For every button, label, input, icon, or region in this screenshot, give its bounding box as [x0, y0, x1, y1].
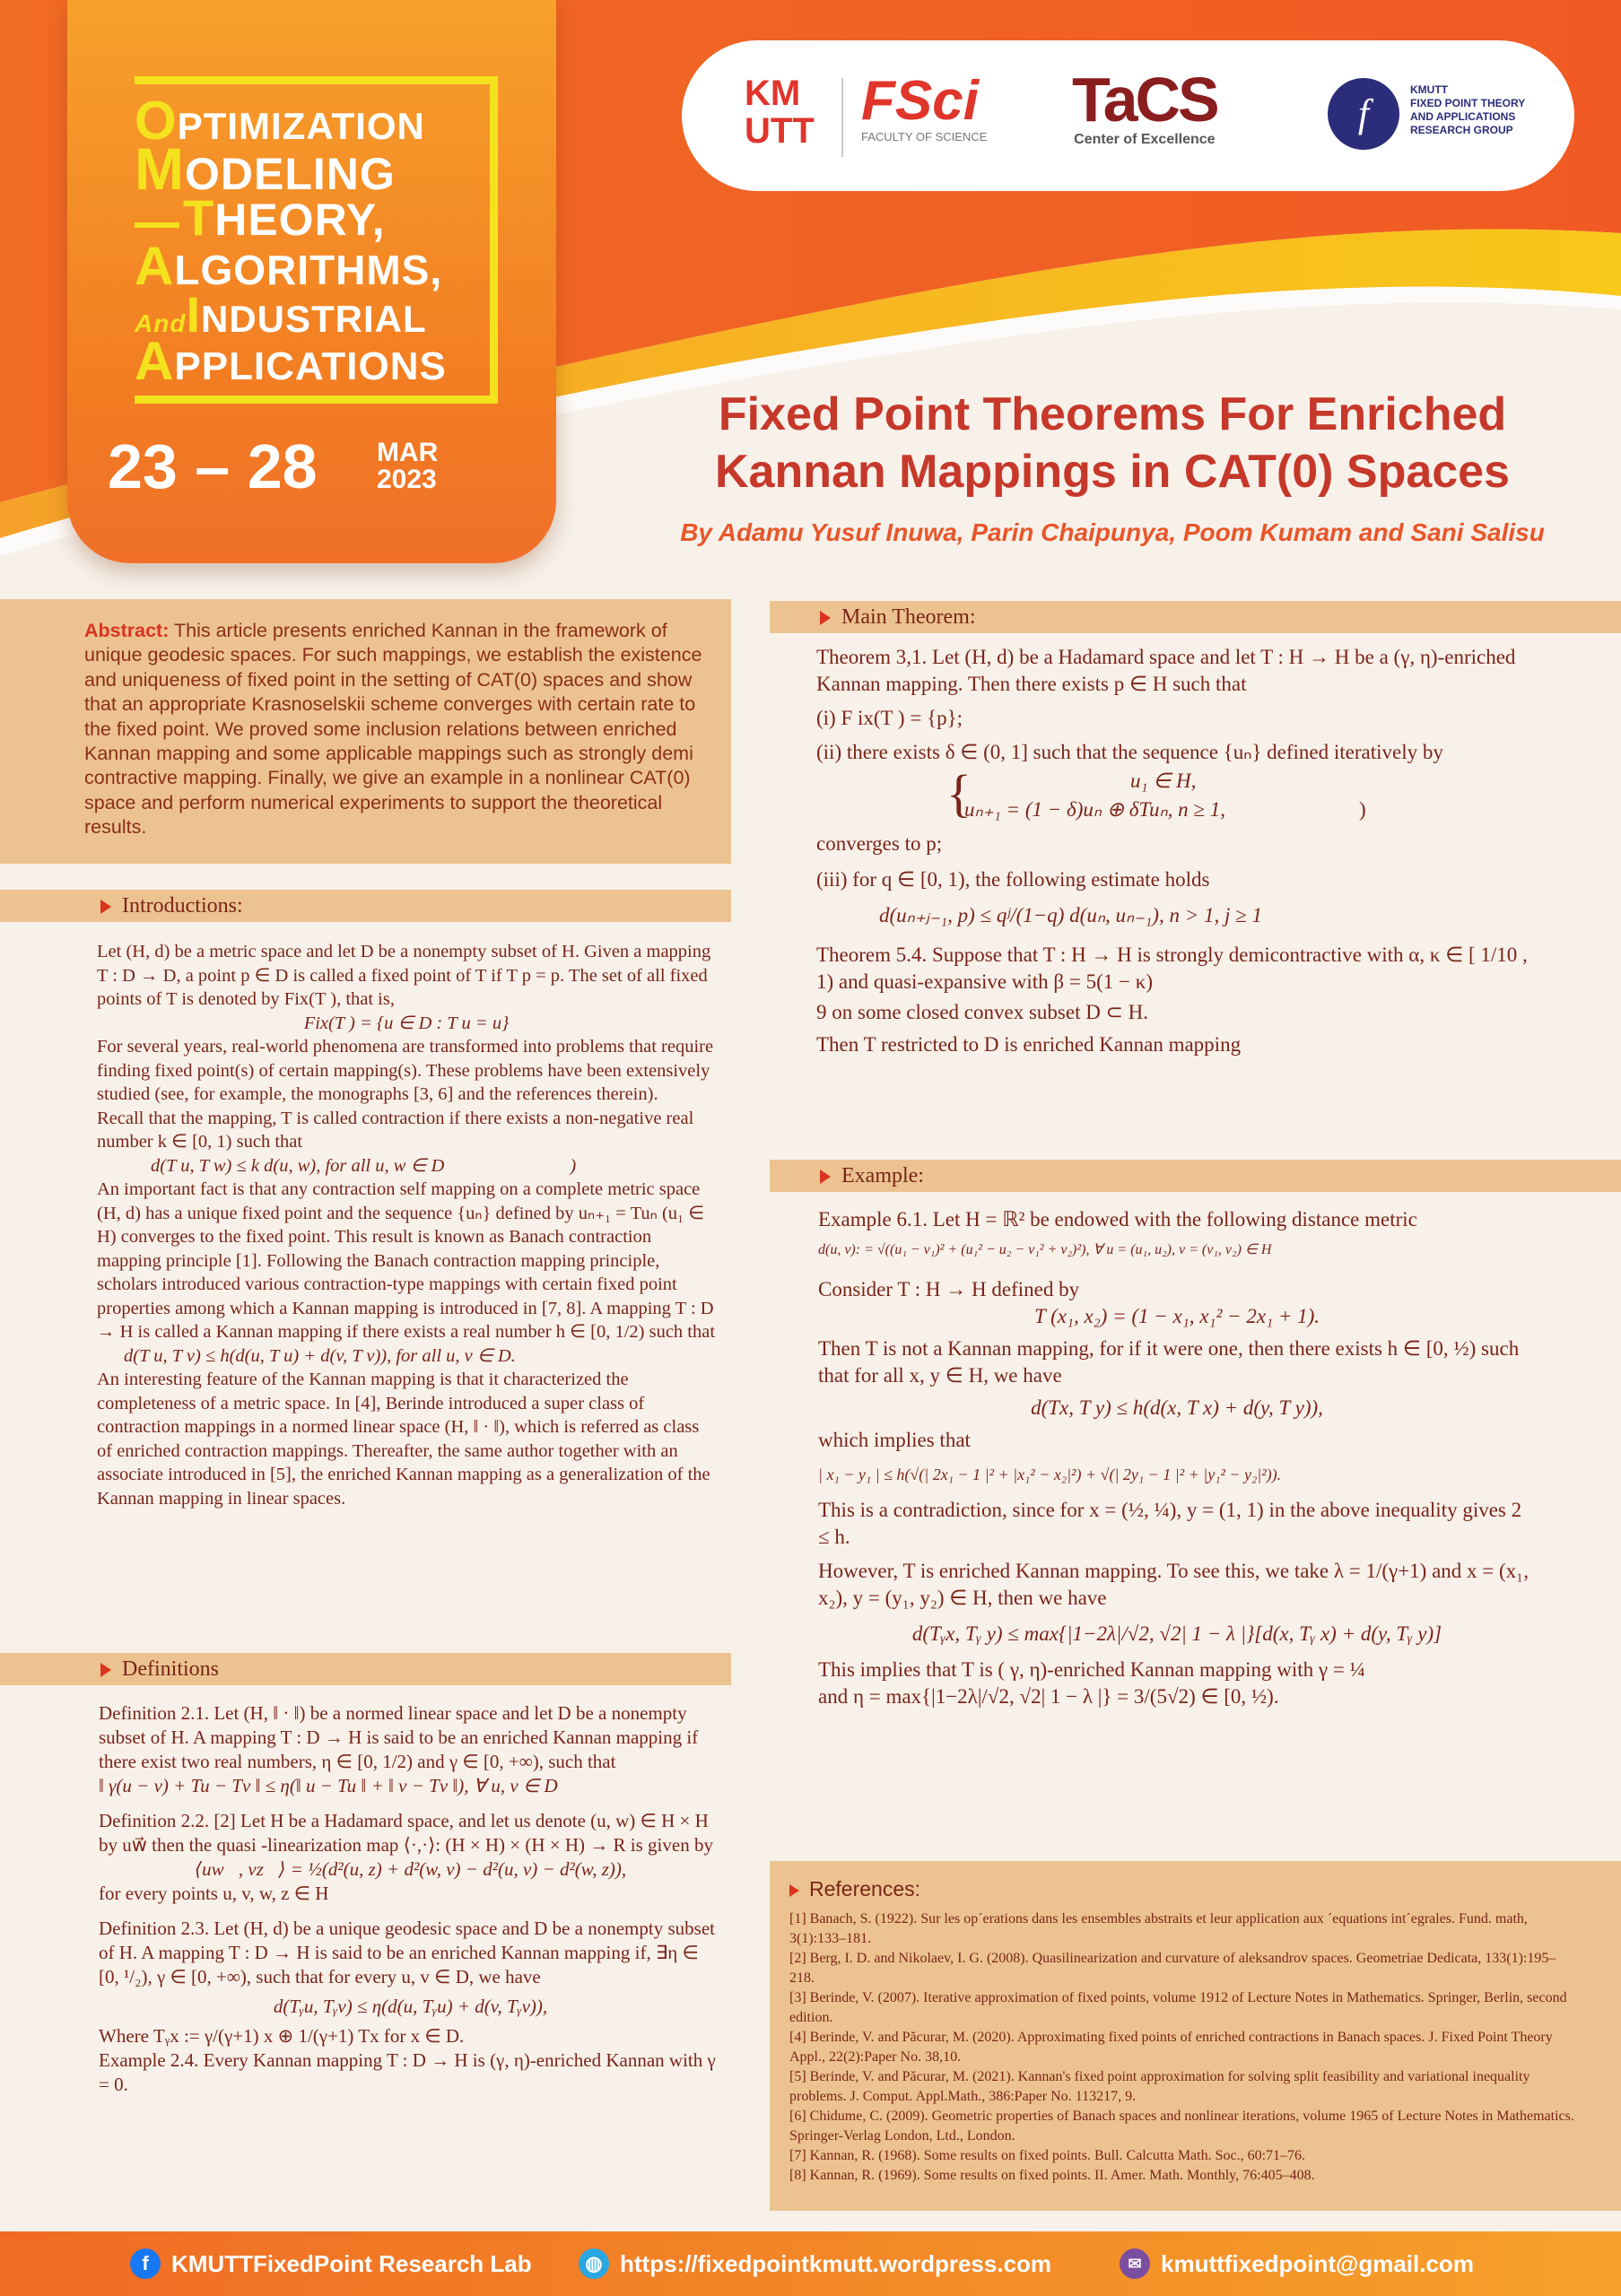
- section-header-references: References:: [789, 1879, 1621, 1899]
- theorem-3-1-item-i: (i) F ix(T ) = {p};: [816, 707, 963, 729]
- example-kannan-inequality: d(Tx, T y) ≤ h(d(x, T x) + d(y, T y)),: [1031, 1396, 1323, 1419]
- poster-authors: By Adamu Yusuf Inuwa, Parin Chaipunya, Poom Kumam and Sani Salisu: [680, 518, 1545, 546]
- reference-item: [7] Kannan, R. (1968). Some results on fixed points. Bull. Calcutta Math. Soc., 60:71–76.: [789, 2148, 1306, 2163]
- abstract-box: [0, 599, 731, 864]
- triangle-bullet-icon: [820, 611, 831, 625]
- intro-equation-contraction: d(T u, T w) ≤ k d(u, w), for all u, w ∈ D ): [151, 1155, 577, 1176]
- example-consider: Consider T : H → H defined by: [818, 1278, 1080, 1300]
- facebook-icon: f: [130, 2248, 161, 2279]
- triangle-bullet-icon: [820, 1170, 831, 1184]
- theorem-5-4: Theorem 5.4. Suppose that T : H → H is strongly demicontractive with α, κ ∈ [ 1/10 , 1) and quasi-expansive with β = 5(1 − κ): [816, 944, 1528, 993]
- example-6-1: Example 6.1. Let H = ℝ² be endowed with the following distance metric: [818, 1208, 1417, 1231]
- footer-website-link[interactable]: ◍ https://fixedpointkmutt.wordpress.com: [579, 2248, 1051, 2280]
- triangle-bullet-icon: [100, 1663, 111, 1677]
- theorem-3-1-item-ii: (ii) there exists δ ∈ (0, 1] such that the sequence {uₙ} defined iteratively by: [816, 741, 1443, 763]
- intro-equation-fix: Fix(T ) = {u ∈ D : T u = u}: [303, 1013, 510, 1033]
- envelope-icon: ✉: [1120, 2248, 1150, 2279]
- definition-2-1: Definition 2.1. Let (H, ‖ · ‖) be a normed linear space and let D be a nonempty subset of H. A mapping T : D → H is said to be an enriched Kannan mapping if there exist two real numbers, η ∈ [0, 1/2) and γ ∈ [0, +∞), such that: [99, 1702, 699, 1772]
- abstract-label: Abstract:: [84, 620, 170, 641]
- footer-email-link[interactable]: ✉ kmuttfixedpoint@gmail.com: [1120, 2248, 1474, 2280]
- section-header-main-theorem: Main Theorem:: [770, 601, 1621, 633]
- example-metric: d(u, v): = √((u₁ − v₁)² + (u₁² − u₂ − v₁² + v₂)²), ∀ u = (u₁, u₂), v = (v₁, v₂) ∈ H: [818, 1242, 1272, 1257]
- conf-line-algorithms: ALGORITHMS,: [135, 236, 443, 296]
- triangle-bullet-icon: [789, 1884, 799, 1897]
- intro-equation-kannan: d(T u, T v) ≤ h(d(u, T u) + d(v, T v)), for all u, v ∈ D.: [124, 1345, 516, 1366]
- kmutt-divider: [841, 78, 843, 157]
- example-conclusion-2: and η = max{|1−2λ|/√2, √2| 1 − λ |} = 3/(5√2) ∈ [0, ½).: [818, 1685, 1279, 1708]
- theorem-3-1-item-iii: (iii) for q ∈ [0, 1), the following estimate holds: [816, 868, 1210, 891]
- example-conclusion: This implies that T is ( γ, η)-enriched Kannan mapping with γ = ¼: [818, 1658, 1365, 1681]
- section-header-example: Example:: [770, 1160, 1621, 1192]
- tacs-logo: TaCS Center of Excellence: [1072, 65, 1217, 147]
- brace-icon: {: [946, 764, 972, 822]
- footer-bar: [0, 2231, 1621, 2296]
- main-theorem-body: [816, 644, 1534, 1058]
- conf-line-industrial: AndINDUSTRIAL: [135, 286, 427, 343]
- theorem-3-1-estimate: d(uₙ₊ⱼ₋₁, p) ≤ qʲ/(1−q) d(uₙ, uₙ₋₁), n > 1, j ≥ 1: [879, 904, 1262, 926]
- reference-item: [1] Banach, S. (1922). Sur les op´erations dans les ensembles abstraits et leur application aux ´equations int´egrales. Fund. math, 3(1):133–181.: [789, 1911, 1528, 1946]
- kmutt-logo: KM UTT: [745, 74, 815, 151]
- intro-paragraph-4: An important fact is that any contraction self mapping on a complete metric space (H, d) has a unique fixed point and the sequence {uₙ} defined by uₙ₊₁ = Tuₙ (u₁ ∈ H) converges to the fixed point. This result is known as Banach contraction mapping principle [1]. Following the Banach contraction mapping principle, scholars introduced various contraction-type mappings with certain fixed point properties among which a Kannan mapping is introduced in [7, 8]. A mapping T : D → H is called a Kannan mapping if there exists a real number h ∈ [0, 1/2) such that: [97, 1179, 716, 1342]
- example-max-inequality: d(Tᵧx, Tᵧ y) ≤ max{|1−2λ|/√2, √2| 1 − λ |}[d(x, Tᵧ x) + d(y, Tᵧ y)]: [911, 1622, 1442, 1645]
- conference-dates: 23 – 28: [108, 431, 318, 501]
- footer-facebook-link[interactable]: f KMUTTFixedPoint Research Lab: [130, 2248, 532, 2280]
- theorem-5-4-c: Then T restricted to D is enriched Kannan mapping: [816, 1033, 1242, 1056]
- conf-line-theory: THEORY,: [135, 188, 511, 247]
- example-however: However, T is enriched Kannan mapping. To see this, we take λ = 1/(γ+1) and x = (x₁, x₂), y = (y₁, y₂) ∈ H, then we have: [818, 1560, 1529, 1609]
- example-contradiction: This is a contradiction, since for x = (½, ¼), y = (1, 1) in the above inequality gives 2 ≤ h.: [818, 1499, 1522, 1548]
- section-header-introductions: Introductions:: [0, 890, 731, 922]
- definition-2-3-where: Where Tᵧx := γ/(γ+1) x ⊕ 1/(γ+1) Tx for x ∈ D.: [99, 2025, 465, 2047]
- reference-item: [4] Berinde, V. and Păcurar, M. (2020). Approximating fixed points of enriched contractions in Banach spaces. J. Fixed Point Theory Appl., 22(2):Paper No. 38,10.: [789, 2030, 1553, 2065]
- triangle-bullet-icon: [100, 900, 111, 914]
- iteration-scheme: { u₁ ∈ H, uₙ₊₁ = (1 − δ)uₙ ⊕ δTuₙ, n ≥ 1, ): [816, 768, 1534, 827]
- example-implies-equation: | x₁ − y₁ | ≤ h(√(| 2x₁ − 1 |² + |x₁² − x₂|²) + √(| 2y₁ − 1 |² + |y₁² − y₂|²)).: [818, 1465, 1282, 1483]
- definition-2-2-equation: ⟨uw⃗, vz⃗⟩ = ½(d²(u, z) + d²(w, v) − d²(u, v) − d²(w, z)),: [194, 1858, 627, 1880]
- reference-item: [3] Berinde, V. (2007). Iterative approximation of fixed points, volume 1912 of Lecture Notes in Mathematics. Springer, Berlin, second edition.: [789, 1990, 1567, 2025]
- intro-paragraph-2: For several years, real-world phenomena are transformed into problems that require finding fixed point(s) of certain mapping(s). These problems have been extensively studied (see, for example, the monographs [3, 6] and the references therein).: [97, 1037, 714, 1104]
- conf-line-applications: APPLICATIONS: [135, 331, 447, 391]
- definitions-body: [99, 1701, 722, 2097]
- poster-title: Fixed Point Theorems For Enriched Kannan Mappings in CAT(0) Spaces: [714, 388, 1511, 498]
- definition-2-3: Definition 2.3. Let (H, d) be a unique geodesic space and D be a nonempty subset of H. A mapping T : D → H is said to be an enriched Kannan mapping if, ∃η ∈ [0, ¹/₂), γ ∈ [0, +∞), such that for every u, v ∈ D, we have: [99, 1918, 715, 1987]
- logo-bar: [682, 40, 1574, 191]
- theorem-3-1: Theorem 3,1. Let (H, d) be a Hadamard space and let T : H → H be a (γ, η)-enriched Kannan mapping. Then there exists p ∈ H such that: [816, 646, 1516, 695]
- intro-paragraph-5: An interesting feature of the Kannan mapping is that it characterized the completeness of a metric space. In [4], Berinde introduced a super class of contraction mappings in a normed linear space (H, ‖ · ‖), which is referred as class of enriched contraction mappings. Thereafter, the same author together with an associate introduced in [5], the enriched Kannan mapping as a generalization of the Kannan mapping in linear spaces.: [97, 1370, 710, 1509]
- definition-2-2-tail: for every points u, v, w, z ∈ H: [99, 1883, 329, 1904]
- fixed-point-seal-icon: f: [1328, 78, 1399, 150]
- reference-item: [5] Berinde, V. and Păcurar, M. (2021). Kannan's fixed point approximation for solving split feasibility and variational inequality problems. J. Comput. Appl.Math., 386:Paper No. 113217, 9.: [789, 2069, 1530, 2104]
- example-2-4: Example 2.4. Every Kannan mapping T : D → H is (γ, η)-enriched Kannan with γ = 0.: [99, 2049, 716, 2095]
- conference-month-year: MAR 2023: [377, 438, 439, 494]
- conf-line-optimization: OPTIMIZATION: [135, 91, 425, 151]
- definition-2-3-equation: d(Tᵧu, Tᵧv) ≤ η(d(u, Tᵧu) + d(v, Tᵧv)),: [273, 1996, 548, 2017]
- section-header-definitions: Definitions: [0, 1653, 731, 1685]
- reference-item: [6] Chidume, C. (2009). Geometric properties of Banach spaces and nonlinear iterations, volume 1965 of Lecture Notes in Mathematics. Springer-Verlag London, Ltd., London.: [789, 2109, 1574, 2144]
- reference-item: [2] Berg, I. D. and Nikolaev, I. G. (2008). Quasilinearization and curvature of aleksandrov spaces. Geometriae Dedicata, 133(1):195–218.: [789, 1951, 1556, 1986]
- globe-icon: ◍: [579, 2248, 609, 2279]
- example-then: Then T is not a Kannan mapping, for if it were one, then there exists h ∈ [0, ½) such that for all x, y ∈ H, we have: [818, 1337, 1520, 1387]
- example-implies: which implies that: [818, 1429, 971, 1451]
- theorem-3-1-converges: converges to p;: [816, 832, 943, 855]
- example-body: [818, 1206, 1536, 1710]
- fsci-logo: FSci FACULTY OF SCIENCE: [861, 70, 988, 144]
- intro-paragraph-1: Let (H, d) be a metric space and let D be a nonempty subset of H. Given a mapping T : D → D, a point p ∈ D is called a fixed point of T if T p = p. The set of all fixed points of T is denoted by Fix(T ), that is,: [97, 942, 711, 1009]
- reference-item: [8] Kannan, R. (1969). Some results on fixed points. II. Amer. Math. Monthly, 76:405–408.: [789, 2168, 1315, 2183]
- definition-2-2: Definition 2.2. [2] Let H be a Hadamard space, and let us denote (u, w) ∈ H × H by uw⃗ then the quasi -linearization map ⟨·,·⟩: (H × H) × (H × H) → R is given by: [99, 1810, 713, 1856]
- references-box: [770, 1861, 1621, 2211]
- fixed-point-group-logo: KMUTT FIXED POINT THEORY AND APPLICATIONS RESEARCH GROUP: [1410, 83, 1526, 136]
- abstract-text: This article presents enriched Kannan in the framework of unique geodesic spaces. For such mappings, we establish the existence and uniqueness of fixed point in the setting of CAT(0) spaces and show that an appropriate Krasnoselskii scheme converges with certain rate to the fixed point. We proved some inclusion relations between enriched Kannan mapping and some applicable mappings such as strongly demi contractive mapping. Finally, we give an example in a nonlinear CAT(0) space and perform numerical experiments to support the theoretical results.: [84, 620, 702, 839]
- theorem-5-4-b: 9 on some closed convex subset D ⊂ H.: [816, 1001, 1148, 1023]
- intro-paragraph-3: Recall that the mapping, T is called contraction if there exists a non-negative real number k ∈ [0, 1) such that: [97, 1108, 694, 1152]
- conf-line-modeling: MODELING: [135, 135, 396, 202]
- definition-2-1-equation: ‖ γ(u − v) + Tu − Tv ‖ ≤ η(‖ u − Tu ‖ + ‖ v − Tv ‖), ∀ u, v ∈ D: [99, 1775, 558, 1796]
- introductions-body: [97, 940, 716, 1510]
- example-T-definition: T (x₁, x₂) = (1 − x₁, x₁² − 2x₁ + 1).: [1033, 1305, 1320, 1327]
